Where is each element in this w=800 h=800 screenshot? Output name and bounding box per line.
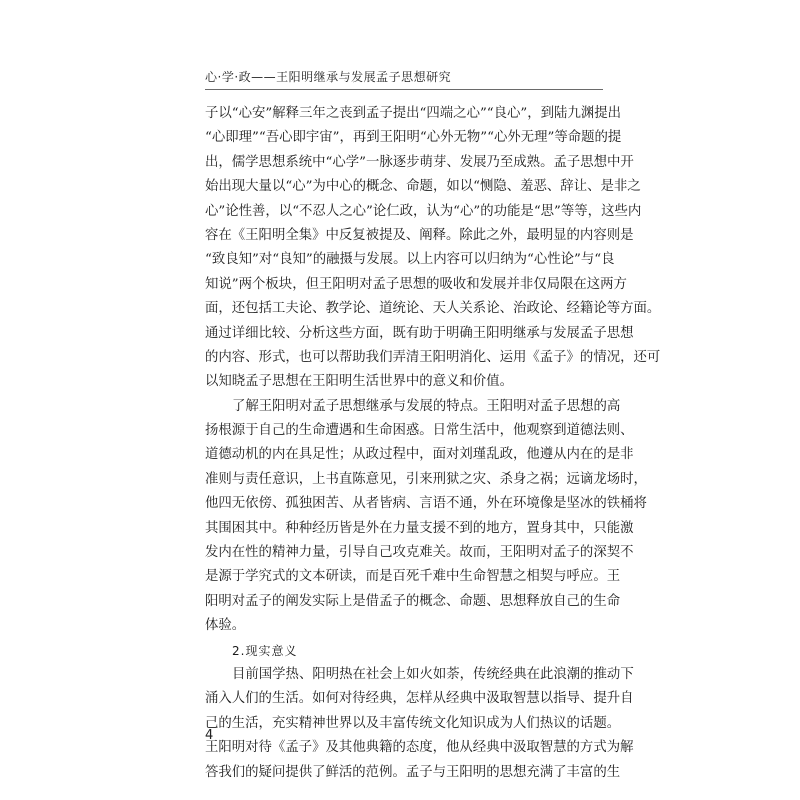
section-heading: 2.现实意义 xyxy=(232,643,298,658)
text-line: 己的生活，充实精神世界以及丰富传统文化知识成为人们热议的话题。 xyxy=(205,715,621,731)
page-number: 4 xyxy=(205,728,214,743)
text-line: 心”论性善，以“不忍人之心”论仁政，认为“心”的功能是“思”等等，这些内 xyxy=(205,203,642,219)
text-line: 答我们的疑问提供了鲜活的范例。孟子与王阳明的思想充满了丰富的生 xyxy=(205,764,621,780)
text-line: 准则与责任意识，上书直陈意见，引来刑狱之灾、杀身之祸；远谪龙场时， xyxy=(205,471,647,487)
text-line: 他四无依傍、孤独困苦、从者皆病、言语不通，外在环境像是坚冰的铁桶将 xyxy=(205,496,647,512)
text-line: 面，还包括工夫论、教学论、道统论、天人关系论、治政论、经籍论等方面。 xyxy=(205,301,661,317)
text-line: 阳明对孟子的阐发实际上是借孟子的概念、命题、思想释放自己的生命 xyxy=(205,593,621,609)
header-rule xyxy=(205,89,603,90)
text-line: 容在《王阳明全集》中反复被提及、阐释。除此之外，最明显的内容则是 xyxy=(205,227,634,243)
text-line: 子以“心安”解释三年之丧到孟子提出“四端之心”“良心”，到陆九渊提出 xyxy=(205,106,622,121)
text-line: 的内容、形式，也可以帮助我们弄清王阳明消化、运用《孟子》的情况，还可 xyxy=(205,349,661,365)
text-line: 王阳明对待《孟子》及其他典籍的态度，他从经典中汲取智慧的方式为解 xyxy=(205,740,634,756)
text-line: 通过详细比较、分析这些方面，既有助于明确王阳明继承与发展孟子思想 xyxy=(205,325,634,341)
text-line: 出，儒学思想系统中“心学”一脉逐步萌芽、发展乃至成熟。孟子思想中开 xyxy=(205,154,634,170)
paragraph-first-line: 目前国学热、阳明热在社会上如火如荼，传统经典在此浪潮的推动下 xyxy=(232,666,634,682)
text-line: 发内在性的精神力量，引导自己攻克难关。故而，王阳明对孟子的深契不 xyxy=(205,545,634,561)
text-line: 以知晓孟子思想在王阳明生活世界中的意义和价值。 xyxy=(205,374,513,390)
text-line: 扬根源于自己的生命遭遇和生命困惑。日常生活中，他观察到道德法则、 xyxy=(205,423,634,439)
body-text xyxy=(205,102,661,785)
text-line: 其围困其中。种种经历皆是外在力量支援不到的地方，置身其中，只能激 xyxy=(205,520,634,536)
text-line: 道德动机的内在具足性；从政过程中，面对刘瑾乱政，他遵从内在的是非 xyxy=(205,447,634,463)
text-line: 涌入人们的生活。如何对待经典，怎样从经典中汲取智慧以指导、提升自 xyxy=(205,691,634,707)
running-head: 心·学·政——王阳明继承与发展孟子思想研究 xyxy=(205,70,452,84)
text-line: “致良知”对“良知”的融摄与发展。以上内容可以归纳为“心性论”与“良 xyxy=(205,252,615,268)
paragraph-first-line: 了解王阳明对孟子思想继承与发展的特点。王阳明对孟子思想的高 xyxy=(232,398,621,414)
text-line: “心即理”“吾心即宇宙”，再到王阳明“心外无物”“心外无理”等命题的提 xyxy=(205,130,622,146)
text-line: 体验。 xyxy=(205,618,246,634)
text-line: 始出现大量以“心”为中心的概念、命题，如以“恻隐、羞恶、辞让、是非之 xyxy=(205,179,641,195)
text-line: 知说”两个板块，但王阳明对孟子思想的吸收和发展并非仅局限在这两方 xyxy=(205,276,627,292)
text-line: 是源于学究式的文本研读，而是百死千难中生命智慧之相契与呼应。王 xyxy=(205,569,621,585)
